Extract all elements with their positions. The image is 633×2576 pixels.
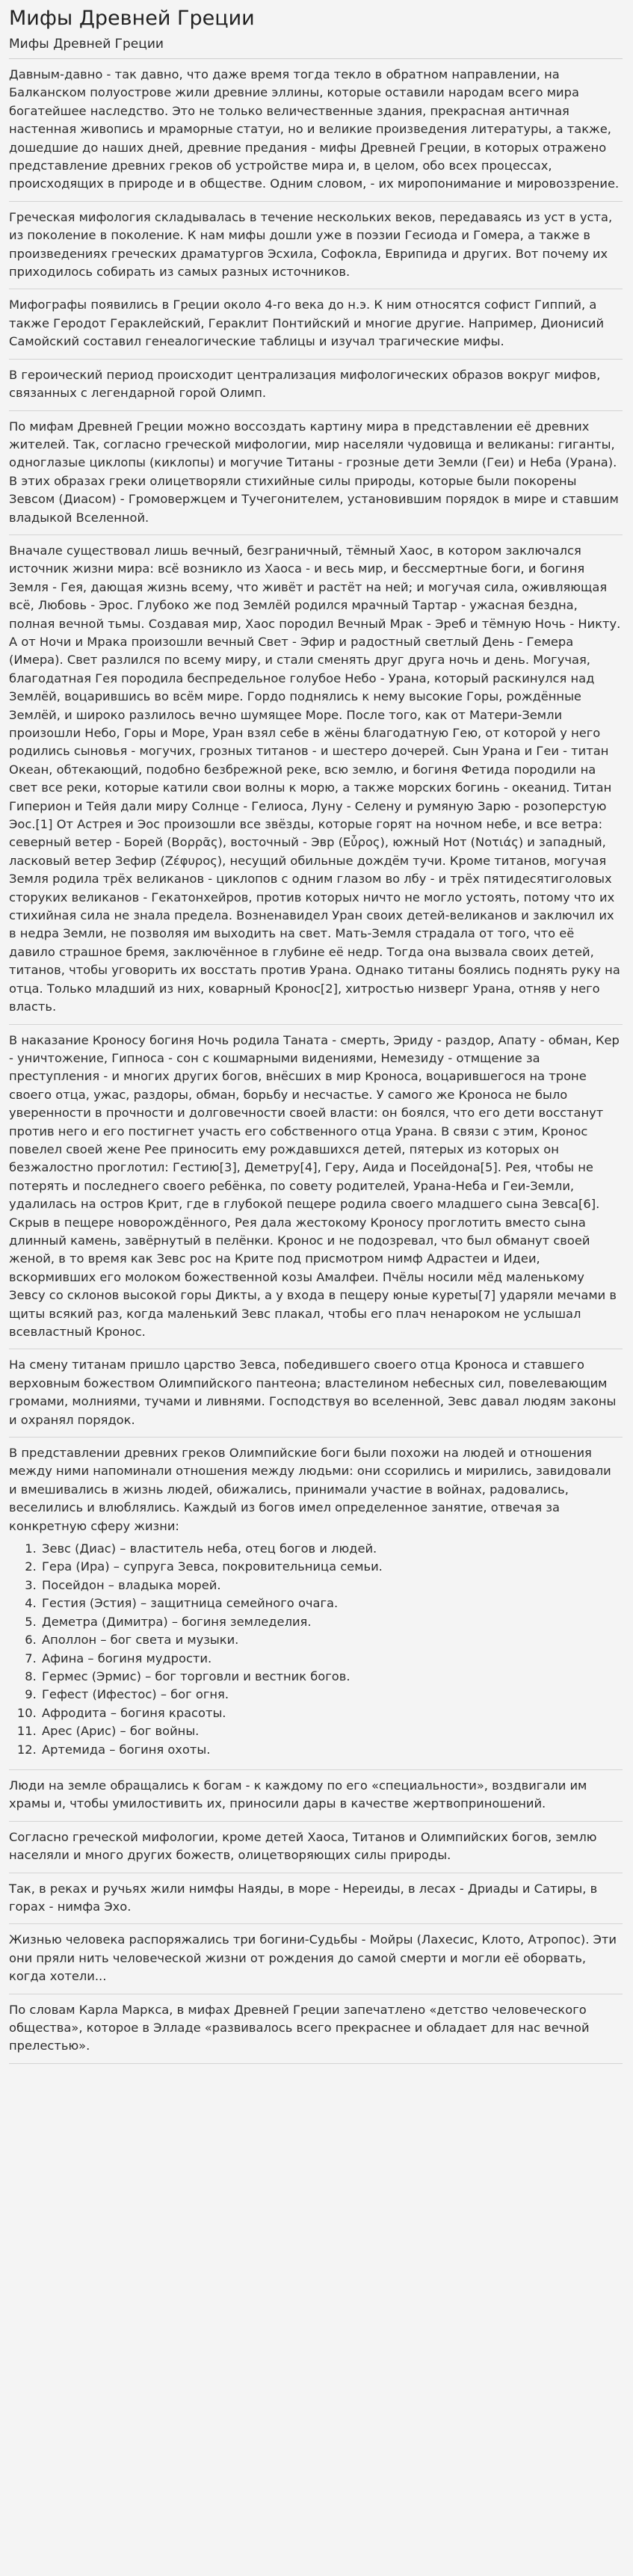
- section-nymphs: [9, 1873, 623, 1925]
- list-item: 9. Гефест (Ифестос) – бог огня.: [40, 1686, 623, 1704]
- section-kronos: [9, 1025, 623, 1350]
- section-origins: [9, 202, 623, 290]
- paragraph: Так, в реках и ручьях жили нимфы Наяды, в море - Нереиды, в лесах - Дриады и Сатиры, в горах - нимфа Эхо.: [9, 1881, 598, 1914]
- section-moirai: [9, 1924, 623, 1994]
- section-temples: [9, 1770, 623, 1822]
- section-heroic-period: [9, 360, 623, 411]
- paragraph: Вначале существовал лишь вечный, безграничный, тёмный Хаос, в котором заключался источник жизни мира: всё возникло из Хаоса - и весь мир, и бессмертные боги, и богиня Земля - Гея, дающая жизнь всему, что живёт и растёт на ней; и могучая сила, оживляющая всё, Любовь - Эрос. Глубоко же под Землёй родился мрачный Тартар - ужасная бездна, полная вечной тьмы. Создавая мир, Хаос породил Вечный Мрак - Эреб и тёмную Ночь - Никту. А от Ночи и Мрака произошли вечный Свет - Эфир и радостный светлый День - Гемера (Имера). Свет разлился по всему миру, и стали сменять друг друга ночь и день. Могучая, благодатная Гея породила беспредельное голубое Небо - Урана, который раскинулся над Землёй, воцарившись во всём мире. Гордо поднялись к нему высокие Горы, рождённые Землёй, и широко разлилось вечно шумящее Море. После того, как от Матери-Земли произошли Небо, Горы и Море, Уран взял себе в жёны благодатную Гею, от которой у него родились сыновья - могучих, грозных титанов - и шестеро дочерей. Сын Урана и Геи - титан Океан, обтекающий, подобно безбрежной реке, всю землю, и богиня Фетида породили на свет все реки, которые катили свои волны к морю, а также морских богинь - океанид. Титан Гиперион и Тейя дали миру Солнце - Гелиоса, Луну - Селену и румяную Зарю - розоперстую Эос.[1] От Астрея и Эос произошли все звёзды, которые горят на ночном небе, и все ветра: северный ветер - Борей (Βορρᾶς), восточный - Эвр (Εὖρος), южный Нот (Νοτιάς) и западный, ласковый ветер Зефир (Ζέφυρος), несущий обильные дождём тучи. Кроме титанов, могучая Земля родила трёх великанов - циклопов с одним глазом во лбу - и трёх пятидесятиголовых сторуких великанов - Гекатонхейров, против которых ничто не могло устоять, потому что их стихийная сила не знала предела. Возненавидел Уран своих детей-великанов и заключил их в недра Земли, не позволяя им выходить на свет. Мать-Земля страдала от того, что её давило страшное бремя, заключённое в глубине её недр. Тогда она вызвала своих детей, титанов, чтобы уговорить их восстать против Урана. Однако титаны боялись поднять руку на отца. Только младший из них, коварный Кронос[2], хитростью низверг Урана, отняв у него власть.: [9, 543, 621, 1014]
- paragraph: Греческая мифология складывалась в течение нескольких веков, передаваясь из уст в уста, из поколение в поколение. К нам мифы дошли уже в поэзии Гесиода и Гомера, а также в произведениях греческих драматургов Эсхила, Софокла, Еврипида и других. Вот почему их приходилось собирать из самых разных источников.: [9, 209, 613, 280]
- paragraph: Жизнью человека распоряжались три богини-Судьбы - Мойры (Лахесис, Клото, Атропос). Эти они пряли нить человеческой жизни от рождения до самой смерти и могли её оборвать, когда хотели...: [9, 1932, 617, 1984]
- paragraph: По словам Карла Маркса, в мифах Древней Греции запечатлено «детство человеческого общества», которое в Элладе «развивалось всего прекраснее и обладает для нас вечной прелестью».: [9, 2002, 590, 2053]
- paragraph: Давным-давно - так давно, что даже время тогда текло в обратном направлении, на Балканском полуострове жили древние эллины, которые оставили народам всего мира богатейшее наследство. Это не только величественные здания, прекрасная античная настенная живопись и мраморные статуи, но и великие произведения литературы, а также, дошедшие до наших дней, древние предания - мифы Древней Греции, в которых отражено представление древних греков об устройстве мира и, в целом, обо всех процессах, происходящих в природе и в обществе. Одним словом, - их миропонимание и мировоззрение.: [9, 67, 620, 191]
- paragraph: На смену титанам пришло царство Зевса, победившего своего отца Кроноса и ставшего верховным божеством Олимпийского пантеона; властелином небесных сил, повелевающим громами, молниями, тучами и ливнями. Господствуя во вселенной, Зевс давал людям законы и охранял порядок.: [9, 1358, 617, 1427]
- section-marx-quote: [9, 1994, 623, 2064]
- paragraph: Согласно греческой мифологии, кроме детей Хаоса, Титанов и Олимпийских богов, землю населяли и много других божеств, олицетворяющих силы природы.: [9, 1829, 597, 1863]
- list-item: 5. Деметра (Димитра) – богиня земледелия.: [40, 1613, 623, 1631]
- section-other-deities: [9, 1822, 623, 1873]
- section-zeus: [9, 1349, 623, 1438]
- list-item: 7. Афина – богиня мудрости.: [40, 1650, 623, 1668]
- gods-list: [9, 1540, 623, 1759]
- paragraph: По мифам Древней Греции можно воссоздать картину мира в представлении её древних жителей. Так, согласно греческой мифологии, мир населяли чудовища и великаны: гиганты, одноглазые циклопы (киклопы) и могучие Титаны - грозные дети Земли (Геи) и Неба (Урана). В этих образах греки олицетворяли стихийные силы природы, которые были покорены Зевсом (Диасом) - Громовержцем и Тучегонителем, установившим порядок в мире и ставшим владыкой Вселенной.: [9, 419, 619, 525]
- list-item: 2. Гера (Ира) – супруга Зевса, покровительница семьи.: [40, 1558, 623, 1576]
- list-item: 11. Арес (Арис) – бог войны.: [40, 1722, 623, 1740]
- list-item: 1. Зевс (Диас) – властитель неба, отец богов и людей.: [40, 1540, 623, 1558]
- list-item: 4. Гестия (Эстия) – защитница семейного очага.: [40, 1594, 623, 1612]
- section-olympians: [9, 1438, 623, 1770]
- list-item: 12. Артемида – богиня охоты.: [40, 1741, 623, 1759]
- section-mythographers: [9, 289, 623, 359]
- page-subtitle: Мифы Древней Греции: [9, 36, 623, 59]
- list-item: 3. Посейдон – владыка морей.: [40, 1577, 623, 1594]
- list-item: 6. Аполлон – бог света и музыки.: [40, 1631, 623, 1649]
- paragraph: Мифографы появились в Греции около 4-го века до н.э. К ним относятся софист Гиппий, а также Геродот Гераклейский, Гераклит Понтийский и многие другие. Например, Дионисий Самойский составил генеалогические таблицы и изучал трагические мифы.: [9, 298, 605, 349]
- list-item: 10. Афродита – богиня красоты.: [40, 1704, 623, 1722]
- paragraph: В представлении древних греков Олимпийские боги были похожи на людей и отношения между ними напоминали отношения между людьми: они ссорились и мирились, завидовали и вмешивались в жизнь людей, обижались, принимали участие в войнах, радовались, веселились и влюблялись. Каждый из богов имел определенное занятие, отвечая за конкретную сферу жизни:: [9, 1446, 611, 1533]
- section-chaos: [9, 535, 623, 1025]
- paragraph: В наказание Кроносу богиня Ночь родила Таната - смерть, Эриду - раздор, Апату - обман, Кер - уничтожение, Гипноса - сон с кошмарными видениями, Немезиду - отмщение за преступления - и многих других богов, внёсших в мир Кроноса, воцарившегося на троне своего отца, ужас, раздоры, обман, борьбу и несчастье. У самого же Кроноса не было уверенности в прочности и долговечности своей власти: он боялся, что его дети восстанут против него и его постигнет участь его собственного отца Урана. В связи с этим, Кронос повелел своей жене Рее приносить ему рождавшихся детей, пятерых из которых он безжалостно проглотил: Гестию[3], Деметру[4], Геру, Аида и Посейдона[5]. Рея, чтобы не потерять и последнего своего ребёнка, по совету родителей, Урана-Неба и Геи-Земли, удалилась на остров Крит, где в глубокой пещере родила своего младшего сына Зевса[6]. Скрыв в пещере новорождённого, Рея дала жестокому Кроносу проглотить вместо сына длинный камень, завёрнутый в пелёнки. Кронос и не подозревал, что был обманут своей женой, в то время как Зевс рос на Крите под присмотром нимф Адрастеи и Идеи, вскормивших его молоком божественной козы Амалфеи. Пчёлы носили мёд маленькому Зевсу со склонов высокой горы Дикты, а у входа в пещеру юные куреты[7] ударяли мечами в щиты всякий раз, когда маленький Зевс плакал, чтобы его плач ненароком не услышал всевластный Кронос.: [9, 1032, 620, 1339]
- page-title: Мифы Древней Греции: [9, 7, 255, 30]
- paragraph: В героический период происходит централизация мифологических образов вокруг мифов, связанных с легендарной горой Олимп.: [9, 367, 601, 401]
- list-item: 8. Гермес (Эрмис) – бог торговли и вестник богов.: [40, 1668, 623, 1686]
- section-world-picture: [9, 411, 623, 535]
- section-intro: [9, 59, 623, 202]
- paragraph: Люди на земле обращались к богам - к каждому по его «специальности», воздвигали им храмы и, чтобы умилостивить их, приносили дары в качестве жертвоприношений.: [9, 1778, 587, 1811]
